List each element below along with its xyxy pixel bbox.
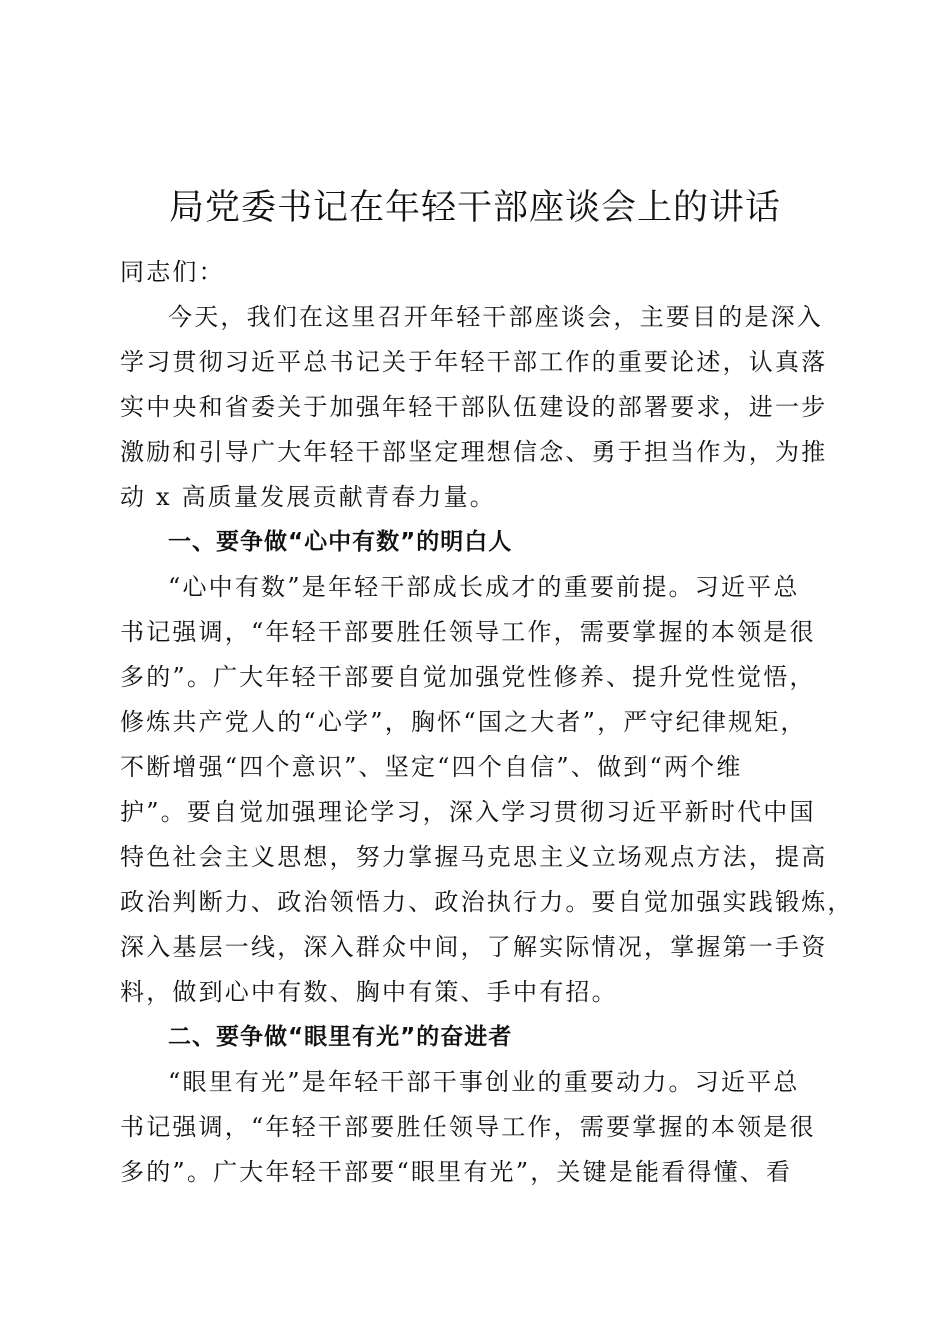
text-line: 不断增强“四个意识”、坚定“四个自信”、做到“两个维 bbox=[120, 753, 743, 781]
document-body bbox=[120, 250, 854, 1195]
text-line: 深入基层一线，深入群众中间，了解实际情况，掌握第一手资 bbox=[120, 933, 828, 961]
text-line: 今天，我们在这里召开年轻干部座谈会，主要目的是深入 bbox=[168, 303, 823, 331]
section-heading: 一、要争做“心中有数”的明白人 bbox=[168, 529, 513, 555]
text-line: 书记强调，“年轻干部要胜任领导工作，需要掌握的本领是很 bbox=[120, 1113, 816, 1141]
salutation: 同志们： bbox=[120, 258, 225, 286]
text-line: “眼里有光”是年轻干部干事创业的重要动力。习近平总 bbox=[168, 1068, 800, 1096]
text-line: 学习贯彻习近平总书记关于年轻干部工作的重要论述，认真落 bbox=[120, 348, 828, 376]
text-line: 多的”。广大年轻干部要“眼里有光”，关键是能看得懂、看 bbox=[120, 1158, 793, 1186]
text-line: 修炼共产党人的“心学”，胸怀“国之大者”，严守纪律规矩， bbox=[120, 708, 807, 736]
text-line: 书记强调，“年轻干部要胜任领导工作，需要掌握的本领是很 bbox=[120, 618, 816, 646]
section-heading: 二、要争做“眼里有光”的奋进者 bbox=[168, 1024, 513, 1050]
text-line: 动 x 高质量发展贡献青春力量。 bbox=[120, 483, 496, 511]
document-title: 局党委书记在年轻干部座谈会上的讲话 bbox=[168, 188, 781, 228]
text-line: 多的”。广大年轻干部要自觉加强党性修养、提升党性觉悟， bbox=[120, 663, 816, 691]
text-line: “心中有数”是年轻干部成长成才的重要前提。习近平总 bbox=[168, 573, 800, 601]
paragraph-lines bbox=[120, 295, 854, 1195]
text-line: 料，做到心中有数、胸中有策、手中有招。 bbox=[120, 978, 618, 1006]
text-line: 特色社会主义思想，努力掌握马克思主义立场观点方法，提高 bbox=[120, 843, 828, 871]
text-line: 政治判断力、政治领悟力、政治执行力。要自觉加强实践锻炼， bbox=[120, 888, 854, 916]
text-line: 护”。要自觉加强理论学习，深入学习贯彻习近平新时代中国 bbox=[120, 798, 816, 826]
text-line: 激励和引导广大年轻干部坚定理想信念、勇于担当作为，为推 bbox=[120, 438, 828, 466]
text-line: 实中央和省委关于加强年轻干部队伍建设的部署要求，进一步 bbox=[120, 393, 828, 421]
